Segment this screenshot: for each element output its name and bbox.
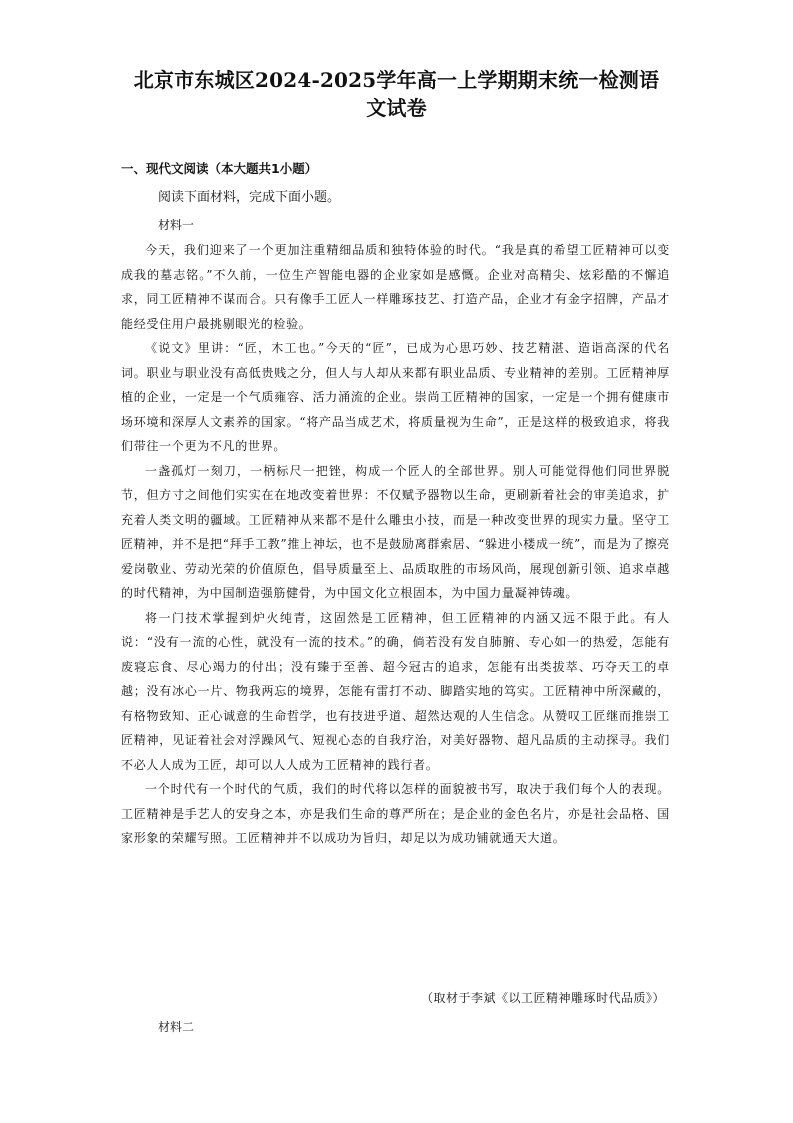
document-title (120, 66, 673, 122)
paragraph: 《说文》里讲：“匠，木工也。”今天的“匠”，已成为心思巧妙、技艺精湛、造诣高深的代名词。职业与职业没有高低贵贱之分，但人与人却从来都有职业品质、专业精神的差别。工匠精神厚植的企业，一定是一个气质雍容、活力涌流的企业。崇尚工匠精神的国家，一定是一个拥有健康市场环境和深厚人文素养的国家。“将产品当成艺术，将质量视为生命”，正是这样的极致追求，将我们带往一个更为不凡的世界。 (121, 341, 670, 453)
material-2-label: 材料二 (158, 1020, 195, 1034)
paragraph: 一盏孤灯一刻刀，一柄标尺一把锉，构成一个匠人的全部世界。别人可能觉得他们同世界脱节，但方寸之间他们实实在在地改变着世界：不仅赋予器物以生命，更刷新着社会的审美追求，扩充着人类文明的疆域。工匠精神从来都不是什么雕虫小技，而是一种改变世界的现实力量。坚守工匠精神，并不是把“拜手工教”推上神坛，也不是鼓励离群索居、“躲进小楼成一统”，而是为了擦亮爱岗敬业、劳动光荣的价值原色，倡导质量至上、品质取胜的市场风尚，展现创新引领、追求卓越的时代精神，为中国制造强筋健骨，为中国文化立根固本，为中国力量凝神铸魂。 (121, 463, 670, 600)
title-line-2: 文试卷 (366, 96, 427, 120)
title-line-1: 北京市东城区2024-2025学年高一上学期期末统一检测语 (133, 68, 660, 92)
material-1-label: 材料一 (158, 218, 195, 232)
paragraph: 一个时代有一个时代的气质，我们的时代将以怎样的面貌被书写，取决于我们每个人的表现。工匠精神是手艺人的安身之本，亦是我们生命的尊严所在；是企业的金色名片，亦是社会品格、国家形象的荣耀写照。工匠精神并不以成功为旨归，却足以为成功铺就通天大道。 (121, 782, 670, 845)
paragraph: 今天，我们迎来了一个更加注重精细品质和独特体验的时代。“我是真的希望工匠精神可以变成我的墓志铭。”不久前，一位生产智能电器的企业家如是感慨。企业对高精尖、炫彩酷的不懈追求，同工匠精神不谋而合。只有像手工匠人一样雕琢技艺、打造产品，企业才有金字招牌，产品才能经受住用户最挑剔眼光的检验。 (121, 243, 670, 331)
material-1-body (121, 238, 670, 851)
section-heading: 一、现代文阅读（本大题共1小题） (121, 161, 318, 176)
paragraph: 将一门技术掌握到炉火纯青，这固然是工匠精神，但工匠精神的内涵又远不限于此。有人说：“没有一流的心性，就没有一流的技术。”的确，倘若没有发自肺腑、专心如一的热爱，怎能有废寝忘食、尽心竭力的付出；没有臻于至善、超今冠古的追求，怎能有出类拔萃、巧夺天工的卓越；没有冰心一片、物我两忘的境界，怎能有雷打不动、脚踏实地的笃实。工匠精神中所深藏的，有格物致知、正心诚意的生命哲学，也有技进乎道、超然达观的人生信念。从赞叹工匠继而推崇工匠精神，见证着社会对浮躁风气、短视心态的自我疗治，对美好器物、超凡品质的主动探寻。我们不必人人成为工匠，却可以人人成为工匠精神的践行者。 (121, 610, 670, 772)
source-citation: （取材于李斌《以工匠精神雕琢时代品质》） (420, 991, 665, 1005)
reading-instruction: 阅读下面材料，完成下面小题。 (158, 190, 341, 205)
